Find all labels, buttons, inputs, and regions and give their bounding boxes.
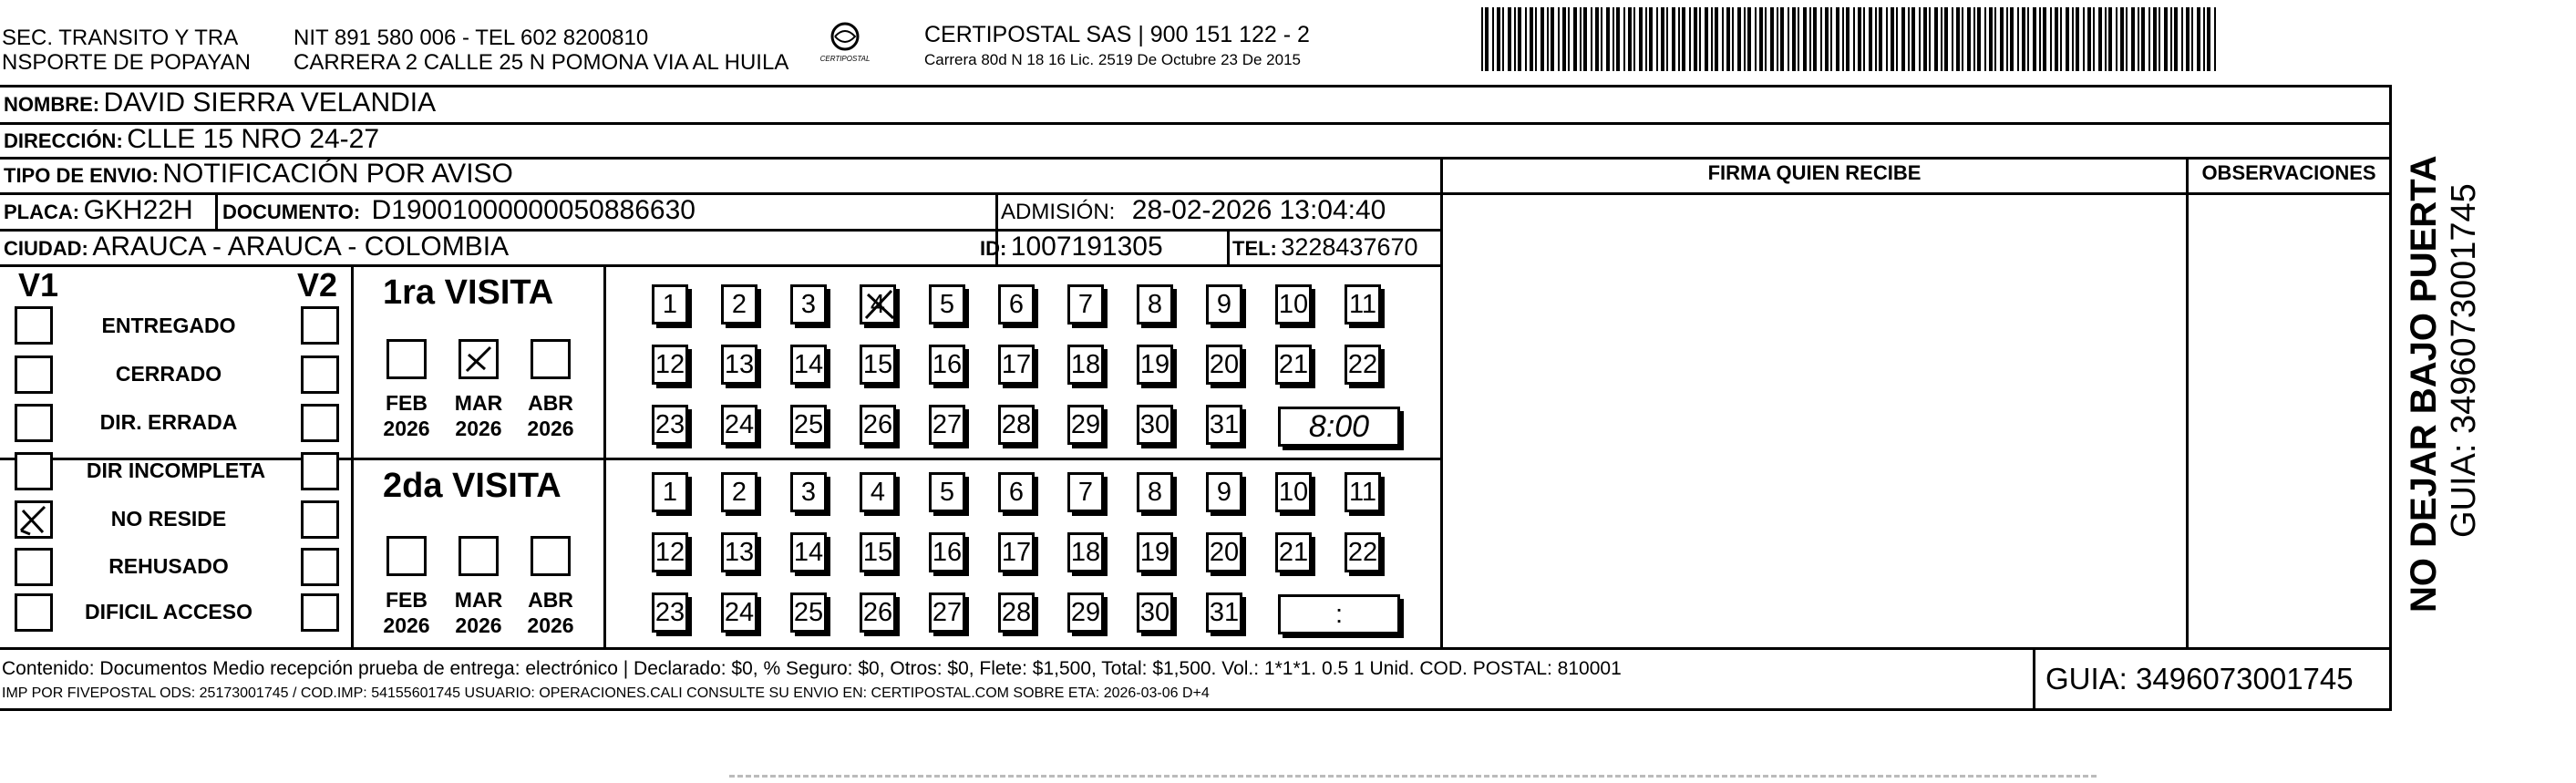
second-month-abr-checkbox[interactable] <box>531 536 571 576</box>
first-visit-day-25[interactable]: 25 <box>790 405 827 445</box>
second-visit-day-25[interactable]: 25 <box>790 592 827 633</box>
first-visit-day-21[interactable]: 21 <box>1275 345 1312 385</box>
second-visit-day-31[interactable]: 31 <box>1206 592 1242 633</box>
first-visit-day-10[interactable]: 10 <box>1275 284 1312 325</box>
second-visit-day-13[interactable]: 13 <box>721 532 757 572</box>
status-rehusado: REHUSADO <box>108 554 229 578</box>
second-month-mar-checkbox[interactable] <box>459 536 499 576</box>
first-visit-day-23[interactable]: 23 <box>652 405 688 445</box>
v2-checkbox-no-reside[interactable] <box>301 500 339 539</box>
v1-checkbox-dir-incompleta[interactable] <box>15 452 53 490</box>
first-visit-day-26[interactable]: 26 <box>860 405 896 445</box>
first-visit-day-18[interactable]: 18 <box>1067 345 1104 385</box>
first-visit-day-4[interactable]: 4 <box>860 284 896 325</box>
name-field <box>4 88 436 118</box>
v2-checkbox-cerrado[interactable] <box>301 355 339 394</box>
second-visit-day-23[interactable]: 23 <box>652 592 688 633</box>
second-visit-day-1[interactable]: 1 <box>652 472 688 512</box>
name-label: NOMBRE: <box>4 93 100 116</box>
month-name: FEB <box>386 588 428 612</box>
first-month-feb-checkbox[interactable] <box>386 339 427 379</box>
first-visit-day-19[interactable]: 19 <box>1137 345 1173 385</box>
logo-text: CERTIPOSTAL <box>819 55 871 63</box>
logo-icon <box>813 20 877 73</box>
second-month-feb <box>375 587 438 638</box>
id-label: ID: <box>980 237 1007 260</box>
second-visit-day-17[interactable]: 17 <box>998 532 1035 572</box>
first-visit-day-31[interactable]: 31 <box>1206 405 1242 445</box>
status-entregado: ENTREGADO <box>101 314 236 337</box>
guia-box: GUIA: 3496073001745 <box>2045 662 2354 695</box>
second-visit-day-9[interactable]: 9 <box>1206 472 1242 512</box>
second-visit-day-24[interactable]: 24 <box>721 592 757 633</box>
side-warning: NO DEJAR BAJO PUERTA <box>2404 155 2444 613</box>
first-visit-day-24[interactable]: 24 <box>721 405 757 445</box>
second-visit-day-12[interactable]: 12 <box>652 532 688 572</box>
second-visit-day-7[interactable]: 7 <box>1067 472 1104 512</box>
v2-checkbox-dificil-acceso[interactable] <box>301 593 339 632</box>
v2-label: V2 <box>297 266 338 304</box>
month-year: 2026 <box>383 417 430 440</box>
id-field <box>980 232 1163 263</box>
status-dificil-acceso: DIFICIL ACCESO <box>84 600 252 623</box>
first-month-mar <box>447 390 510 441</box>
imp-line: IMP POR FIVEPOSTAL ODS: 25173001745 / COD.IMP: 54155601745 USUARIO: OPERACIONES.CALI CONSULTE SU ENVIO EN: CERTIPOSTAL.COM SOBRE ETA: 2026-03-06 D+4 <box>2 685 1210 701</box>
month-year: 2026 <box>527 613 574 637</box>
second-visit-day-15[interactable]: 15 <box>860 532 896 572</box>
second-visit-day-14[interactable]: 14 <box>790 532 827 572</box>
second-visit-day-3[interactable]: 3 <box>790 472 827 512</box>
time-value: 8:00 <box>1308 409 1370 444</box>
month-name: MAR <box>454 391 503 415</box>
document-field <box>222 195 696 226</box>
first-visit-day-3[interactable]: 3 <box>790 284 827 325</box>
address-label: DIRECCIÓN: <box>4 129 123 152</box>
tel-field <box>1232 233 1418 262</box>
first-visit-day-22[interactable]: 22 <box>1345 345 1381 385</box>
type-field <box>4 159 513 190</box>
first-visit-day-14[interactable]: 14 <box>790 345 827 385</box>
admission-value: 28-02-2026 13:04:40 <box>1131 195 1386 225</box>
second-visit-day-16[interactable]: 16 <box>929 532 965 572</box>
side-text <box>2403 102 2487 613</box>
sender-address: CARRERA 2 CALLE 25 N POMONA VIA AL HUILA <box>294 50 789 75</box>
first-visit-day-30[interactable]: 30 <box>1137 405 1173 445</box>
first-visit-day-15[interactable]: 15 <box>860 345 896 385</box>
status-dir-errada: DIR. ERRADA <box>99 410 238 434</box>
first-visit-day-6[interactable]: 6 <box>998 284 1035 325</box>
admission-label: ADMISIÓN: <box>1001 200 1116 224</box>
month-name: ABR <box>528 588 573 612</box>
month-name: FEB <box>386 391 428 415</box>
second-month-mar <box>447 587 510 638</box>
first-visit-day-20[interactable]: 20 <box>1206 345 1242 385</box>
first-visit-day-17[interactable]: 17 <box>998 345 1035 385</box>
barcode <box>1481 7 2220 71</box>
month-year: 2026 <box>527 417 574 440</box>
v2-checkbox-dir-errada[interactable] <box>301 404 339 442</box>
plate-field <box>4 195 193 226</box>
address-value: CLLE 15 NRO 24-27 <box>127 124 380 154</box>
first-visit-day-9[interactable]: 9 <box>1206 284 1242 325</box>
type-label: TIPO DE ENVIO: <box>4 164 159 187</box>
id-value: 1007191305 <box>1010 232 1163 262</box>
first-visit-day-11[interactable]: 11 <box>1345 284 1381 325</box>
first-visit-day-1[interactable]: 1 <box>652 284 688 325</box>
first-month-abr-checkbox[interactable] <box>531 339 571 379</box>
plate-label: PLACA: <box>4 201 80 223</box>
first-visit-day-5[interactable]: 5 <box>929 284 965 325</box>
first-visit-day-7[interactable]: 7 <box>1067 284 1104 325</box>
first-visit-time[interactable] <box>1278 407 1400 447</box>
second-visit-time[interactable] <box>1278 594 1400 634</box>
tel-value: 3228437670 <box>1281 233 1418 261</box>
sender-nit: NIT 891 580 006 - TEL 602 8200810 <box>294 26 649 50</box>
cross-mark-icon <box>862 287 899 324</box>
scan-line <box>729 775 2097 778</box>
sender-name-line2: NSPORTE DE POPAYAN <box>2 50 251 75</box>
second-visit-day-4[interactable]: 4 <box>860 472 896 512</box>
contents-line: Contenido: Documentos Medio recepción prueba de entrega: electrónico | Declarado: $0, % Seguro: $0, Otros: $0, Flete: $1,500, Total: $1,500. Vol.: 1*1*1. 0.5 1 Unid. COD. POSTAL: 810001 <box>2 658 1622 679</box>
city-label: CIUDAD: <box>4 237 88 260</box>
second-visit-day-29[interactable]: 29 <box>1067 592 1104 633</box>
second-visit-day-11[interactable]: 11 <box>1345 472 1381 512</box>
document-value: D19001000000050886630 <box>371 195 696 225</box>
second-visit-day-6[interactable]: 6 <box>998 472 1035 512</box>
second-visit-day-5[interactable]: 5 <box>929 472 965 512</box>
plate-value: GKH22H <box>83 195 193 225</box>
observations-header: OBSERVACIONES <box>2201 161 2376 184</box>
first-visit-day-29[interactable]: 29 <box>1067 405 1104 445</box>
first-visit-day-16[interactable]: 16 <box>929 345 965 385</box>
first-visit-day-12[interactable]: 12 <box>652 345 688 385</box>
month-year: 2026 <box>455 613 502 637</box>
sender-name <box>2 26 251 75</box>
barcode-icon <box>1481 7 2220 71</box>
month-name: MAR <box>454 588 503 612</box>
carrier-address: Carrera 80d N 18 16 Lic. 2519 De Octubre 23 De 2015 <box>924 51 1301 68</box>
time-value: : <box>1334 600 1344 629</box>
carrier-name: CERTIPOSTAL SAS | 900 151 122 - 2 <box>924 22 1310 47</box>
month-year: 2026 <box>455 417 502 440</box>
signature-header: FIRMA QUIEN RECIBE <box>1707 161 1922 184</box>
second-visit-title: 2da VISITA <box>383 467 562 505</box>
first-visit-day-2[interactable]: 2 <box>721 284 757 325</box>
first-visit-title: 1ra VISITA <box>383 273 554 312</box>
first-month-mar-checkbox[interactable] <box>459 339 499 379</box>
city-field <box>4 232 509 263</box>
tel-label: TEL: <box>1232 237 1277 260</box>
second-visit-day-10[interactable]: 10 <box>1275 472 1312 512</box>
v2-checkbox-dir-incompleta[interactable] <box>301 452 339 490</box>
month-name: ABR <box>528 391 573 415</box>
status-dir-incompleta: DIR INCOMPLETA <box>86 458 266 482</box>
status-cerrado: CERRADO <box>115 362 222 386</box>
address-field <box>4 124 379 155</box>
second-visit-day-2[interactable]: 2 <box>721 472 757 512</box>
first-visit-day-8[interactable]: 8 <box>1137 284 1173 325</box>
checkmark-icon <box>461 342 496 376</box>
month-year: 2026 <box>383 613 430 637</box>
second-visit-day-18[interactable]: 18 <box>1067 532 1104 572</box>
second-month-feb-checkbox[interactable] <box>386 536 427 576</box>
certipostal-logo <box>813 20 877 73</box>
v1-label: V1 <box>18 266 59 304</box>
first-month-feb <box>375 390 438 441</box>
first-visit-day-27[interactable]: 27 <box>929 405 965 445</box>
sender-name-line1: SEC. TRANSITO Y TRA <box>2 26 239 50</box>
second-visit-day-27[interactable]: 27 <box>929 592 965 633</box>
v2-checkbox-rehusado[interactable] <box>301 548 339 586</box>
second-visit-day-22[interactable]: 22 <box>1345 532 1381 572</box>
first-visit-day-28[interactable]: 28 <box>998 405 1035 445</box>
first-visit-day-13[interactable]: 13 <box>721 345 757 385</box>
name-value: DAVID SIERRA VELANDIA <box>103 88 437 118</box>
status-no-reside: NO RESIDE <box>110 507 227 531</box>
second-visit-day-21[interactable]: 21 <box>1275 532 1312 572</box>
second-visit-day-28[interactable]: 28 <box>998 592 1035 633</box>
second-visit-day-26[interactable]: 26 <box>860 592 896 633</box>
v2-checkbox-entregado[interactable] <box>301 306 339 345</box>
document-label: DOCUMENTO: <box>222 201 361 223</box>
second-visit-day-19[interactable]: 19 <box>1137 532 1173 572</box>
second-visit-day-8[interactable]: 8 <box>1137 472 1173 512</box>
second-month-abr <box>519 587 582 638</box>
type-value: NOTIFICACIÓN POR AVISO <box>162 159 513 189</box>
second-visit-day-30[interactable]: 30 <box>1137 592 1173 633</box>
second-visit-day-20[interactable]: 20 <box>1206 532 1242 572</box>
city-value: ARAUCA - ARAUCA - COLOMBIA <box>92 232 510 262</box>
first-month-abr <box>519 390 582 441</box>
side-guia: GUIA: 3496073001745 <box>2445 183 2483 538</box>
sender-info <box>294 26 788 75</box>
admission-field <box>1001 195 1386 226</box>
